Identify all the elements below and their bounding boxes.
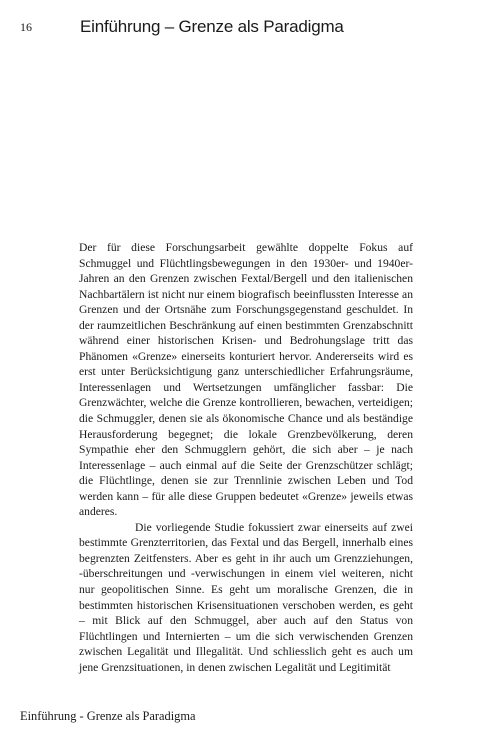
page-number: 16 xyxy=(20,20,32,34)
footer-running-title: Einführung - Grenze als Paradigma xyxy=(20,709,196,723)
body-text xyxy=(79,240,413,675)
paragraph-1: Der für diese Forschungsarbeit gewählte doppelte Fokus auf Schmuggel und Flüchtlingsbewegungen in den 1930er- und 1940er-Jahren an den Grenzen zwischen Fextal/Bergell und den italienischen Nachbartälern ist nicht nur einem biografisch beeinflussten Interesse an Grenzen und der Ortsnähe zum Forschungsgegenstand geschuldet. In der raumzeitlichen Beschränkung auf einen bestimmten Grenzabschnitt während einer historischen Krisen- und Bedrohungslage tritt das Phänomen «Grenze» einerseits konturiert hervor. Andererseits wird es erst unter Berücksichtigung ganz unterschiedlicher Erfahrungsräume, Interessenlagen und Wertsetzungen umfänglicher fassbar: Die Grenzwächter, welche die Grenze kontrollieren, bewachen, verteidigen; die Schmuggler, denen sie als ökonomische Chance und als beständige Herausforderung begegnet; die lokale Grenzbevölkerung, deren Sympathie eher den Schmugglern gehört, die sich aber – je nach Interessenlage – auch einmal auf die Seite der Grenzschützer schlägt; die Flüchtlinge, denen sie zur Trennlinie zwischen Leben und Tod werden kann – für alle diese Gruppen bedeutet «Grenze» jeweils etwas anderes. xyxy=(79,241,413,519)
running-head-title: Einführung – Grenze als Paradigma xyxy=(80,17,344,36)
paragraph-2: Die vorliegende Studie fokussiert zwar einerseits auf zwei bestimmte Grenzterritorien, das Fextal und das Bergell, innerhalb eines begrenzten Zeitfensters. Aber es geht in ihr auch um Grenzziehungen, -überschreitungen und -verwischungen in einem viel weiteren, nicht nur geopolitischen Sinne. Es geht um moralische Grenzen, die in bestimmten historischen Krisensituationen verschoben werden, es geht – mit Blick auf den Schmuggel, aber auch auf den Status von Flüchtlingen und Internierten – um die sich verwischenden Grenzen zwischen Legalität und Illegalität. Und schliesslich geht es auch um jene Grenzsituationen, in denen zwischen Legalität und Legitimität xyxy=(79,520,413,674)
